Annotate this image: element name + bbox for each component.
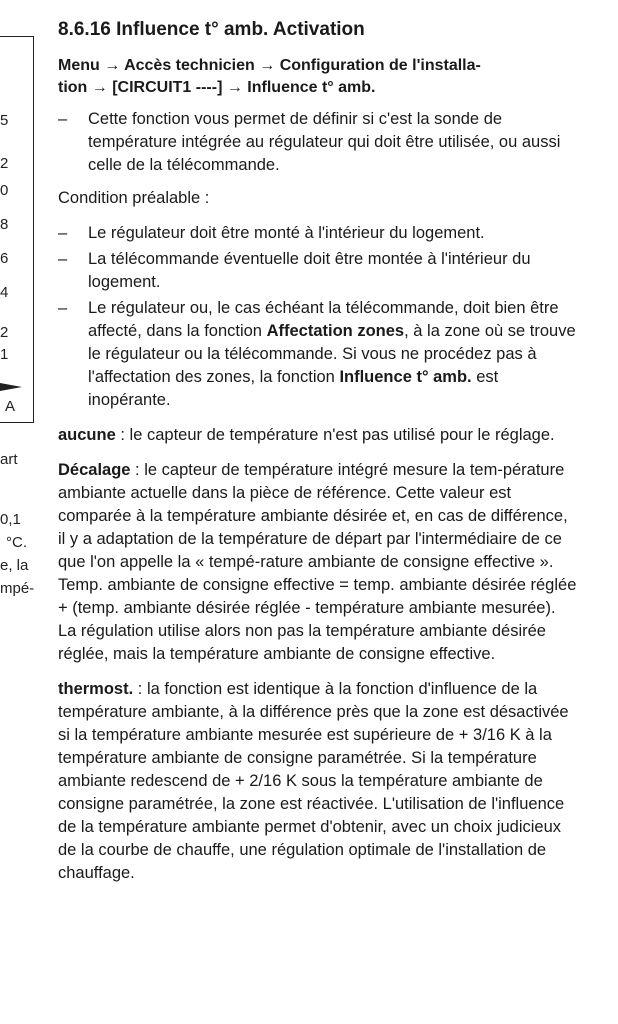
option-term: thermost. — [58, 680, 134, 698]
gutter-fragment: 8 — [0, 216, 9, 233]
gutter-fragment: 4 — [0, 284, 9, 301]
text-run: est inopérante. — [88, 368, 499, 409]
gutter-fragment: 0,1 — [0, 511, 21, 528]
gutter-fragment: 2 — [0, 324, 9, 341]
gutter-fragment: e, la — [0, 557, 29, 574]
intro-list — [58, 108, 578, 177]
section-content — [58, 16, 578, 885]
list-item — [58, 297, 578, 412]
gutter-fragment: mpé- — [0, 580, 35, 597]
function-name: Affectation zones — [266, 322, 405, 340]
gutter-fragment: 1 — [0, 346, 9, 363]
section-title: 8.6.16 Influence t° amb. Activation — [58, 19, 365, 40]
dash-bullet: – — [58, 299, 68, 317]
option-description: : le capteur de température n'est pas utilisé pour le réglage. — [115, 426, 555, 444]
list-item-text: La télécommande éventuelle doit être montée à l'intérieur du logement. — [88, 250, 531, 291]
list-item — [58, 108, 578, 177]
gutter-fragment: A — [5, 398, 16, 415]
text-run: Le régulateur ou, le cas échéant la télécommande, doit bien être affecté, dans la fonction — [88, 299, 559, 340]
option-description: : la fonction est identique à la fonction d'influence de la température ambiante, à la différence près que la zone est désactivée si la température ambiante mesurée est supérieure de + 3/16 K à la température ambiante de consigne paramétrée. Si la température ambiante redescend de + 2/16 K sous la température ambiante de consigne paramétrée, la zone est réactivée. L'utilisation de l'influence de la température ambiante permet d'obtenir, avec un choix judicieux de la courbe de chauffe, une régulation optimale de l'installation de chauffage. — [58, 680, 569, 882]
option-aucune — [58, 424, 578, 447]
dash-bullet: – — [58, 110, 68, 128]
dash-bullet: – — [58, 250, 68, 268]
gutter-fragment: 0 — [0, 182, 9, 199]
option-thermost — [58, 678, 578, 885]
text-run: , à la zone où se trouve le régulateur ou la télécommande. Si vous ne procédez pas à l'affectation des zones, la fonction — [88, 322, 576, 386]
list-item — [58, 248, 578, 294]
list-item-text: Le régulateur doit être monté à l'intérieur du logement. — [88, 224, 485, 242]
gutter-fragment: 5 — [0, 112, 9, 129]
function-name: Influence t° amb. — [339, 368, 472, 386]
list-item-text — [88, 299, 576, 409]
gutter-fragment: °C. — [6, 534, 27, 551]
list-item-text: Cette fonction vous permet de définir si c'est la sonde de température intégrée au régulateur qui doit être utilisée, ou aussi celle de la télécommande. — [88, 110, 561, 174]
menu-path-line: Menu → Accès technicien → Configuration de l'installa- — [58, 57, 481, 74]
option-term: aucune — [58, 426, 116, 444]
option-term: Décalage — [58, 461, 131, 479]
dash-bullet: – — [58, 224, 68, 242]
gutter-fragment: 2 — [0, 155, 9, 172]
option-decalage — [58, 459, 578, 666]
menu-path-line: tion → [CIRCUIT1 ----] → Influence t° amb. — [58, 79, 376, 96]
list-item — [58, 222, 578, 245]
precondition-label: Condition préalable : — [58, 189, 210, 207]
menu-path — [58, 55, 578, 99]
gutter-fragment: art — [0, 451, 18, 468]
gutter-fragment: 6 — [0, 250, 9, 267]
adjacent-page-arrow-icon — [0, 383, 22, 391]
option-description: : le capteur de température intégré mesure la tem-pérature ambiante actuelle dans la pièce de référence. Cette valeur est comparée à la température ambiante désirée et, en cas de différence, il y a adaptation de la température de départ par l'intermédiaire de ce que l'on appelle la « tempé-rature ambiante de consigne effective ». Temp. ambiante de consigne effective = temp. ambiante désirée réglée + (temp. ambiante désirée réglée - température ambiante mesurée). La régulation utilise alors non pas la température ambiante désirée réglée, mais la température ambiante de consigne effective. — [58, 461, 577, 663]
precondition-list — [58, 222, 578, 412]
